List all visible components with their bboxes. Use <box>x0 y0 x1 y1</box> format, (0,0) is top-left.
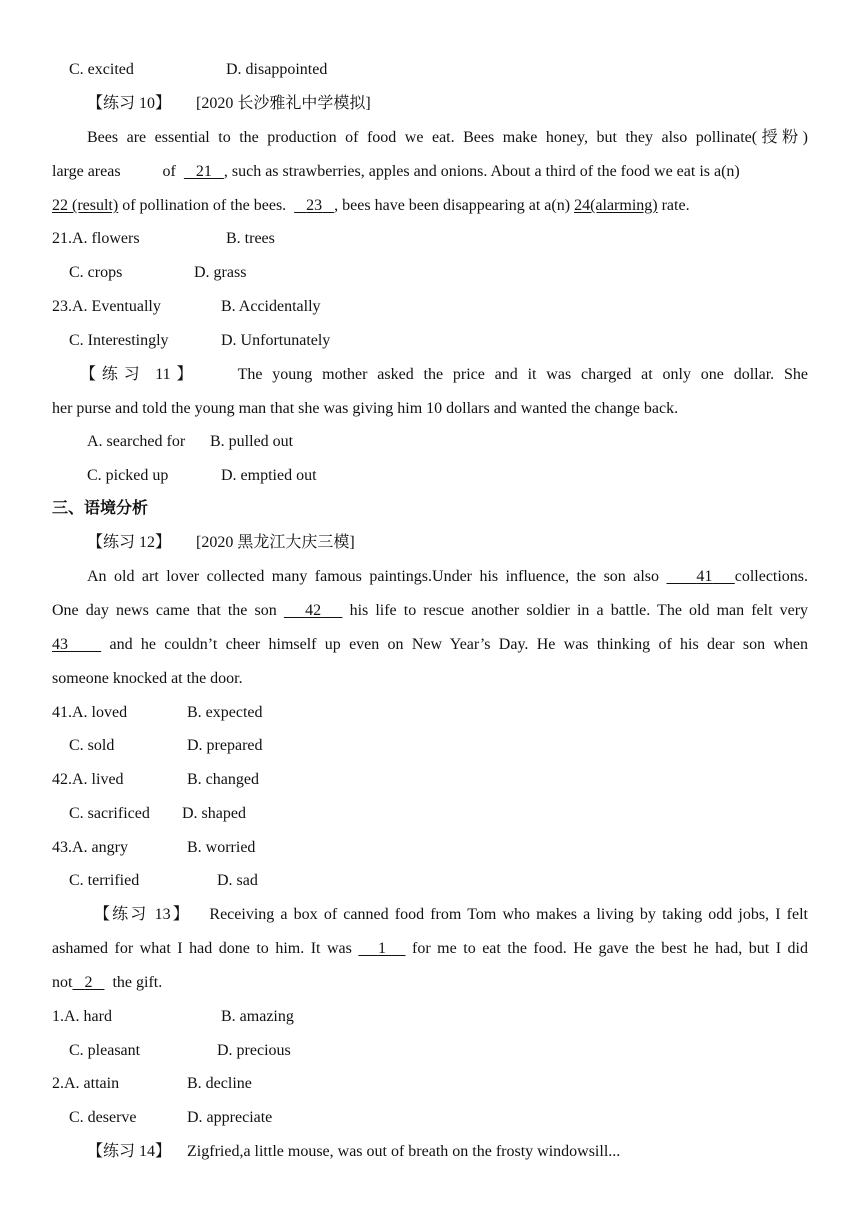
exercise-10-source: [2020 长沙雅礼中学模拟] <box>196 95 371 112</box>
q2-option-c: C. deserve <box>69 1109 137 1126</box>
exercise-12-label: 【练习 12】 <box>87 534 172 551</box>
exercise-12-line1: An old art lover collected many famous paintings.Under his influence, the son also 41 collections. <box>87 568 809 585</box>
exercise-10-text-line1: Bees are essential to the production of food we eat. Bees make honey, but they also pollinate(授粉) <box>87 129 808 146</box>
blank-43: 43 <box>52 636 68 653</box>
q41-option-a: 41.A. loved <box>52 704 128 721</box>
q1-option-c: C. pleasant <box>69 1042 141 1059</box>
q41-option-c: C. sold <box>69 737 115 754</box>
q2-option-d: D. appreciate <box>187 1109 273 1126</box>
q21-option-a: 21.A. flowers <box>52 230 140 247</box>
exercise-12-source: [2020 黑龙江大庆三模] <box>196 534 355 551</box>
blank-23: 23 <box>306 197 323 214</box>
exercise-10-text-line2: large areas of 21 , such as strawberries, apples and onions. About a third of the food we eat is a(n) <box>52 163 740 180</box>
option-c: C. excited <box>69 61 134 78</box>
q1-option-d: D. precious <box>217 1042 291 1059</box>
exercise-12-line3: 43 and he couldn’t cheer himself up even on New Year’s Day. He was thinking of his dear son when <box>52 636 809 653</box>
blank-2: 2 <box>84 974 93 991</box>
exercise-14-label: 【练习 14】 <box>87 1143 172 1160</box>
blank-24: 24(alarming) <box>574 197 658 214</box>
q1-option-a: 1.A. hard <box>52 1008 112 1025</box>
exercise-13-line1: 【练习 13】 Receiving a box of canned food from Tom who makes a living by taking odd jobs, I felt <box>94 906 808 923</box>
q1-option-b: B. amazing <box>221 1008 294 1025</box>
blank-22: 22 (result) <box>52 197 119 214</box>
q41-option-b: B. expected <box>187 704 263 721</box>
exercise-12-line2: One day news came that the son 42 his life to rescue another soldier in a battle. The old man felt very <box>52 602 809 619</box>
q42-option-a: 42.A. lived <box>52 771 124 788</box>
exercise-10-label: 【练习 10】 <box>87 95 172 112</box>
q2-option-a: 2.A. attain <box>52 1075 120 1092</box>
ex11-option-d: D. emptied out <box>221 467 317 484</box>
exercise-10-text-line3: 22 (result) of pollination of the bees. 23 , bees have been disappearing at a(n) 24(alarming) rate. <box>52 197 690 214</box>
q23-option-d: D. Unfortunately <box>221 332 331 349</box>
blank-42: 42 <box>305 602 322 619</box>
option-d: D. disappointed <box>226 61 328 78</box>
exercise-14-line1: 【练习 14】 Zigfried,a little mouse, was out of breath on the frosty windowsill... <box>87 1143 621 1160</box>
q2-option-b: B. decline <box>187 1075 252 1092</box>
q43-option-c: C. terrified <box>69 872 140 889</box>
q21-option-b: B. trees <box>226 230 275 247</box>
section-3-heading: 三、语境分析 <box>52 500 149 517</box>
q42-option-c: C. sacrificed <box>69 805 150 822</box>
blank-21: 21 <box>195 163 212 180</box>
q21-option-d: D. grass <box>194 264 247 281</box>
q41-option-d: D. prepared <box>187 737 263 754</box>
q23-option-c: C. Interestingly <box>69 332 169 349</box>
q42-option-d: D. shaped <box>182 805 246 822</box>
exercise-12-line4: someone knocked at the door. <box>52 670 243 687</box>
q43-option-b: B. worried <box>187 839 256 856</box>
q43-option-d: D. sad <box>217 872 258 889</box>
blank-41: 41 <box>696 568 713 585</box>
exercise-11-label: 【练习 11】 <box>80 366 199 383</box>
q43-option-a: 43.A. angry <box>52 839 128 856</box>
exercise-13-line2: ashamed for what I had done to him. It was 1 for me to eat the food. He gave the best he had, but I did <box>52 940 808 957</box>
ex11-option-a: A. searched for <box>87 433 186 450</box>
q21-option-c: C. crops <box>69 264 123 281</box>
q42-option-b: B. changed <box>187 771 259 788</box>
ex11-option-c: C. picked up <box>87 467 169 484</box>
exercise-13-label: 【练习 13】 <box>94 906 191 923</box>
q23-option-a: 23.A. Eventually <box>52 298 161 315</box>
exercise-11-line1: 【练习 11】 The young mother asked the price and it was charged at only one dollar. She <box>80 366 808 383</box>
blank-1: 1 <box>377 940 386 957</box>
q23-option-b: B. Accidentally <box>221 298 321 315</box>
exercise-11-line2: her purse and told the young man that she was giving him 10 dollars and wanted the change back. <box>52 400 679 417</box>
ex11-option-b: B. pulled out <box>210 433 294 450</box>
exercise-13-line3: not 2 the gift. <box>52 974 163 991</box>
